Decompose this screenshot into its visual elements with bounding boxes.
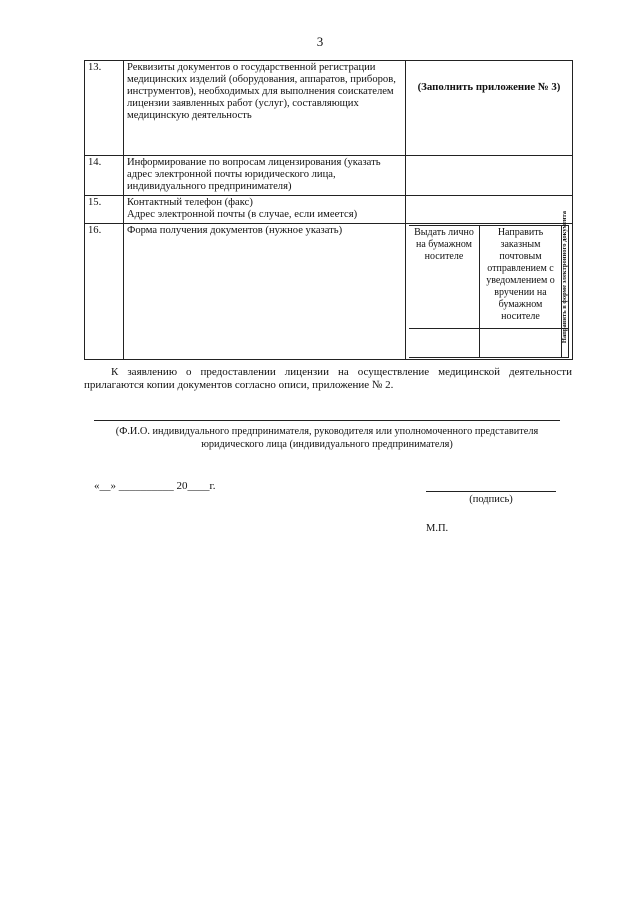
row-number: 15.	[85, 196, 124, 224]
signature-caption: (подпись)	[469, 494, 513, 505]
signature-line[interactable]	[426, 491, 556, 492]
stamp-placeholder: М.П.	[426, 523, 449, 534]
row-number: 16.	[85, 224, 124, 360]
table-row-13	[85, 61, 573, 156]
row-label	[124, 156, 406, 196]
row-label: Реквизиты документов о государственной регистрации медицинских изделий (оборудования, аппаратов, приборов, инструментов), необходимых для выполнения соискателем лицензии заявленных работ (услуг), составляющих медицинскую деятельность	[124, 61, 406, 156]
fio-signature-line[interactable]	[94, 420, 560, 421]
delivery-options-grid	[409, 210, 569, 358]
row-label: Форма получения документов (нужное указать)	[124, 224, 406, 360]
page-number: 3	[316, 34, 324, 49]
table-row-16	[85, 224, 573, 360]
option-electronic-label: Направить в форме электронного документа	[561, 210, 568, 344]
option-electronic	[561, 210, 569, 344]
contact-value-field[interactable]	[406, 196, 573, 224]
date-field[interactable]: «__» __________ 20____г.	[94, 480, 216, 492]
delivery-options-cell	[406, 210, 573, 360]
appendix-3-reference: (Заполнить приложение № 3)	[417, 81, 561, 93]
row-label-text: Информирование по вопросам лицензирования (указать адрес электронной почты юридического лица, индивидуального предпринимателя)	[127, 157, 381, 192]
checkbox-registered-mail[interactable]	[480, 329, 562, 358]
option-registered-mail: Направить заказным почтовым отправлением с уведомлением о вручении на бумажном носителе	[480, 226, 562, 329]
checkbox-paper-in-person[interactable]	[409, 329, 480, 358]
license-application-table	[84, 60, 573, 360]
attachments-statement: К заявлению о предоставлении лицензии на осуществление медицинской деятельности прилагаются копии документов согласно описи, приложение № 2.	[84, 366, 572, 391]
email-value-field[interactable]	[406, 156, 573, 196]
fio-caption: (Ф.И.О. индивидуального предпринимателя, руководителя или уполномоченного представителя юридического лица (индивидуального предпринимателя)	[115, 426, 539, 450]
row-number: 13.	[85, 61, 124, 156]
phone-label: Контактный телефон (факс)	[127, 197, 253, 208]
table-row-15	[85, 196, 573, 224]
row-label	[124, 196, 406, 224]
option-paper-in-person: Выдать лично на бумажном носителе	[409, 226, 480, 329]
row-number: 14.	[85, 156, 124, 196]
email-label: Адрес электронной почты (в случае, если имеется)	[127, 209, 358, 220]
row-value-cell	[406, 61, 573, 156]
table-row-14	[85, 156, 573, 196]
